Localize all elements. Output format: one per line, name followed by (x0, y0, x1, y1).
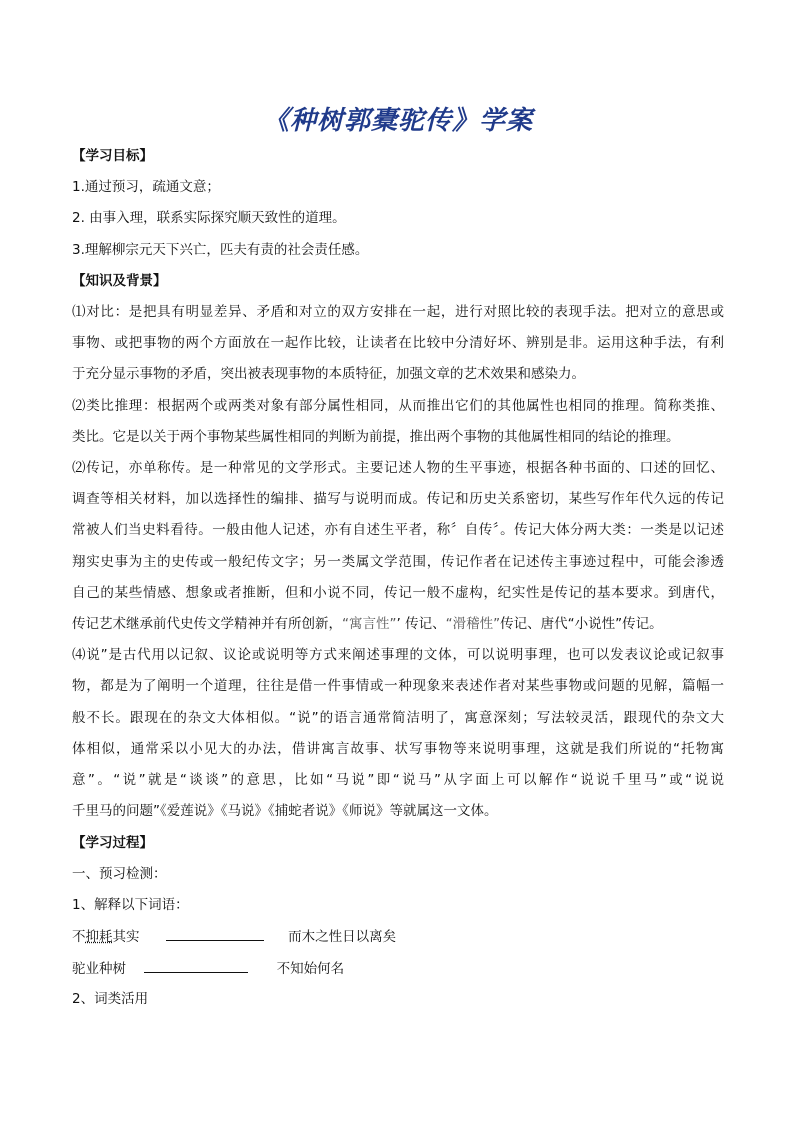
paragraph-line: 意”。“说”就是“谈谈”的意思，比如“马说”即“说马”从字面上可以解作“说说千里马”或“说说 (72, 772, 724, 788)
heading-background: 【知识及背景】 (72, 273, 167, 289)
paragraph-line: 翔实史事为主的史传或一般纪传文字；另一类属文学范围，传记作者在记述传主事迹过程中，可能会渗透 (72, 554, 724, 570)
goal-item: 1.通过预习，疏通文意； (72, 179, 220, 195)
heading-goals: 【学习目标】 (72, 148, 153, 164)
paragraph-line: 千里马的问题”《爱莲说》《马说》《捕蛇者说》《师说》等就属这一文体。 (72, 803, 498, 819)
vocab-term: 不抑耗其实 (72, 929, 140, 945)
paragraph-line: 类比。它是以关于两个事物某些属性相同的判断为前提，推出两个事物的其他属性相同的结论的推理。 (72, 429, 680, 445)
answer-blank[interactable] (166, 926, 264, 941)
paragraph-line-tang (72, 614, 724, 634)
paragraph-line: ⑷说”是古代用以记叙、议论或说明等方式来阐述事理的文体，可以说明事理，也可以发表议论或记叙事 (72, 647, 724, 663)
text-span: ’ 传记、 (396, 616, 446, 632)
paragraph-line: 调查等相关材料，加以选择性的编排、描写与说明而成。传记和历史关系密切，某些写作年代久远的传记 (72, 491, 724, 507)
text-span-gray: “寓言性” (342, 616, 397, 632)
paragraph-line: ⑵传记，亦单称传。是一种常见的文学形式。主要记述人物的生平事迹，根据各种书面的、口述的回忆、 (72, 460, 724, 476)
paragraph-line: 物，都是为了阐明一个道理，往往是借一件事情或一种现象来表述作者对某些事物或问题的见解，篇幅一 (72, 678, 724, 694)
paragraph-line: 于充分显示事物的矛盾，突出被表现事物的本质特征，加强文章的艺术效果和感染力。 (72, 366, 585, 382)
paragraph-line: ⑵类比推理：根据两个或两类对象有部分属性相同，从而推出它们的其他属性也相同的推理。简称类推、 (72, 398, 724, 414)
goal-item: 2. 由事入理，联系实际探究顺天致性的道理。 (72, 210, 346, 226)
page-title: 《种树郭橐驼传》学案 (262, 106, 533, 136)
text-span: 传记、唐代“小说性”传记。 (500, 616, 663, 632)
paragraph-line: 事物、或把事物的两个方面放在一起作比较，让读者在比较中分清好坏、辨别是非。运用这种手法，有利 (72, 335, 724, 351)
vocab-term: 而木之性日以离矣 (288, 929, 397, 945)
paragraph-line: 常被人们当史料看待。一般由他人记述，亦有自述生平者，称〞自传〞。传记大体分两大类：一类是以记述 (72, 522, 724, 538)
vocab-row (72, 926, 724, 947)
text-span-gray: “滑稽性” (445, 616, 501, 632)
vocab-term: 驼业种树 (72, 961, 126, 977)
vocab-row (72, 958, 724, 979)
paragraph-line: 般不长。跟现在的杂文大体相似。“说”的语言通常简洁明了，寓意深刻；写法较灵活，跟现代的杂文大 (72, 710, 724, 726)
paragraph-line: ⑴对比：是把具有明显差异、矛盾和对立的双方安排在一起，进行对照比较的表现手法。把对立的意思或 (72, 304, 724, 320)
heading-process: 【学习过程】 (72, 835, 153, 851)
goal-item: 3.理解柳宗元天下兴亡，匹夫有责的社会责任感。 (72, 242, 369, 258)
text-span: 传记艺术继承前代史传文学精神并有所创新， (72, 616, 342, 632)
paragraph-line: 自己的某些情感、想象或者推断，但和小说不同，传记一般不虚构，纪实性是传记的基本要求。到唐代， (72, 585, 724, 601)
vocab-term: 不知始何名 (276, 961, 345, 977)
section-title: 一、预习检测： (72, 866, 167, 882)
question-title: 1、解释以下词语： (72, 897, 189, 913)
question-title: 2、词类活用 (72, 991, 149, 1007)
answer-blank[interactable] (144, 958, 248, 973)
paragraph-line: 体相似，通常采以小见大的办法，借讲寓言故事、状写事物等来说明事理，这就是我们所说的“托物寓 (72, 741, 724, 757)
